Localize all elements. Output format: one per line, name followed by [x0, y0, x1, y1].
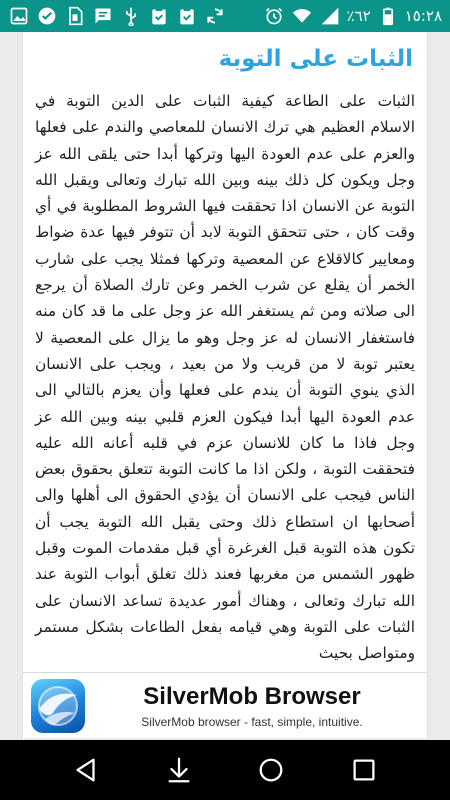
article-page[interactable] — [22, 32, 428, 672]
alarm-icon — [263, 5, 285, 27]
battery-icon — [377, 5, 399, 27]
usb-icon — [120, 5, 142, 27]
navigation-bar — [0, 740, 450, 800]
message-icon — [92, 5, 114, 27]
battery-percent: ٪٦٢ — [346, 7, 371, 25]
clipboard-check-icon — [176, 5, 198, 27]
sim-icon — [64, 5, 86, 27]
ad-subtitle: SilverMob browser - fast, simple, intuitive. — [141, 714, 363, 729]
silvermob-logo-icon — [31, 679, 85, 733]
clock: ١٥:٢٨ — [404, 7, 442, 25]
signal-icon — [319, 5, 341, 27]
system-status — [263, 5, 442, 27]
article-body: الثبات على الطاعة كيفية الثبات على الدين التوبة في الاسلام العظيم هي ترك الانسان للمعاصي والندم على فعلها والعزم على عدم العودة اليها وتركها أبدا حتى يلقى الله عز وجل ويكون كل ذلك بينه وبين الله تبارك وتعالى ويقبل الله التوبة عن الانسان اذا تحققت فيها الشروط المطلوبة في أي وقت كان ، حتى تتحقق التوبة لابد أن تتوفر فيها عدة ضواط ومعايير كالاقلاع عن المعصية وتركها فمثلا يجب على شارب الخمر أن يقلع عن شرب الخمر وعن تارك الصلاة أن يرجع الى صلاته ومن ثم يستغفر الله عز وجل على ما قد كان منه فاستغفار الانسان له عز وجل وهو ما يزال على المعصية لا يعتبر توبة لا من قريب ولا من بعيد ، ويجب على الانسان الذي ينوي التوبة أن يندم على فعلها وأن يعزم بالتالي الى عدم العودة اليها أبدا فيكون العزم قلبي بينه وبين الله عز وجل فاذا ما كان للانسان عزم في قلبه أعانه الله عليه فتحققت التوبة ، ولكن اذا ما كانت التوبة تتعلق بحقوق بعض الناس فيجب على الانسان أن يؤدي الحقوق الى أهلها والى أصحابها ان استطاع ذلك وحتى يقبل الله التوبة يجب أن تكون هذه التوبة قبل الغرغرة أي قبل مقدمات الموت وقبل ظهور الشمس من مغربها فعند ذلك تغلق أبواب التوبة عند الله تبارك وتعالى ، وهناك أمور عديدة تساعد الانسان على الثبات على التوبة وهي قيامه بفعل الطاعات بشكل مستمر ومتواصل بحيث — [35, 92, 415, 663]
recents-square-icon[interactable] — [339, 745, 389, 795]
notification-icons — [8, 5, 226, 27]
ad-title: SilverMob Browser — [143, 682, 361, 710]
ad-text — [85, 683, 419, 729]
sync-icon — [204, 5, 226, 27]
wifi-icon — [291, 5, 313, 27]
clipboard-check-icon — [148, 5, 170, 27]
image-icon — [8, 5, 30, 27]
status-bar — [0, 0, 450, 32]
check-circle-icon — [36, 5, 58, 27]
article-title: الثبات على التوبة — [218, 46, 413, 72]
back-triangle-icon[interactable] — [61, 745, 111, 795]
ad-banner[interactable] — [22, 672, 428, 738]
download-icon[interactable] — [154, 745, 204, 795]
home-circle-icon[interactable] — [246, 745, 296, 795]
